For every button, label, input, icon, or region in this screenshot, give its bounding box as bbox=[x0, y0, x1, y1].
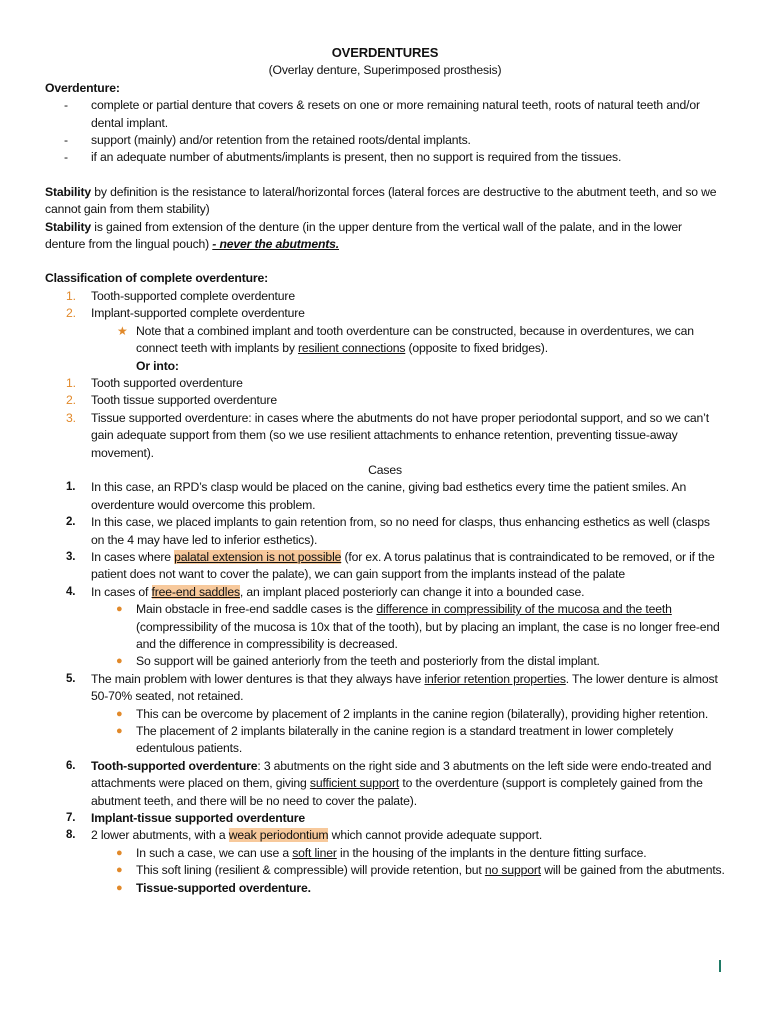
page-footer-mark bbox=[719, 960, 721, 972]
definition-item: - support (mainly) and/or retention from the retained roots/dental implants. bbox=[45, 132, 725, 149]
case-item: 3. In cases where palatal extension is not possible (for ex. A torus palatinus that is contraindicated to be removed, or if the patient does not want to cover the palate), we can gain support from the implants instead of the palate bbox=[66, 549, 715, 582]
case-bullet: ● This can be overcome by placement of 2 implants in the canine region (bilaterally), providing higher retention. bbox=[45, 706, 725, 723]
page-title: OVERDENTURES bbox=[331, 45, 439, 60]
bullet-dot-icon: ● bbox=[116, 603, 123, 616]
case-bullet: ● Main obstacle in free-end saddle cases is the difference in compressibility of the mucosa and the teeth (compressibility of the mucosa is 10x that of the tooth), but by placing an implant, the case is no longer free-end and the difference in compressibility is decreased. bbox=[116, 602, 720, 651]
highlighted-text: palatal extension is not possible bbox=[174, 549, 342, 564]
definition-item: - if an adequate number of abutments/implants is present, then no support is required from the tissues. bbox=[45, 149, 725, 166]
case-bullet: ● In such a case, we can use a soft liner in the housing of the implants in the denture fitting surface. bbox=[45, 845, 725, 862]
case-item: 6. Tooth-supported overdenture: 3 abutments on the right side and 3 abutments on the left side were endo-treated and attachments were placed on them, giving sufficient support to the overdenture (support is completely gained from the abutment teeth, and there will be no need to cover the palate). bbox=[66, 758, 712, 808]
case-bullet: ● So support will be gained anteriorly from the teeth and posteriorly from the distal implant. bbox=[45, 653, 725, 670]
dash-marker: - bbox=[64, 98, 68, 113]
bullet-dot-icon: ● bbox=[116, 881, 123, 894]
or-into-label: Or into: bbox=[136, 358, 179, 373]
classification-item: 3. Tissue supported overdenture: in cases where the abutments do not have proper periodontal support, and so we can’t gain adequate support from them (so we use resilient attachments to enhance retention, preventing tissue-away movement). bbox=[66, 410, 709, 460]
stability-paragraph-2: Stability is gained from extension of the denture (in the upper denture from the vertical wall of the palate, and in the lower denture from the lingual pouch) - never the abutments. bbox=[45, 219, 682, 252]
dash-marker: - bbox=[64, 133, 68, 148]
dash-marker: - bbox=[64, 150, 68, 165]
bullet-dot-icon: ● bbox=[116, 846, 123, 859]
classification-item: 2. Tooth tissue supported overdenture bbox=[66, 393, 277, 408]
classification-item: 1. Tooth supported overdenture bbox=[66, 375, 243, 390]
classification-item: 2. Implant-supported complete overdenture bbox=[66, 306, 305, 321]
document-content bbox=[45, 44, 725, 897]
bullet-dot-icon: ● bbox=[116, 725, 123, 738]
case-item: 2. In this case, we placed implants to gain retention from, so no need for clasps, thus enhancing esthetics as well (clasps on the 4 may have led to inferior esthetics). bbox=[66, 515, 710, 547]
bullet-dot-icon: ● bbox=[116, 655, 123, 668]
case-item: 7. Implant-tissue supported overdenture bbox=[66, 811, 306, 826]
bullet-dot-icon: ● bbox=[116, 707, 123, 720]
highlighted-text: weak periodontium bbox=[228, 828, 329, 843]
cases-heading: Cases bbox=[368, 462, 402, 477]
classification-note: ★ Note that a combined implant and tooth overdenture can be constructed, because in overdentures, we can connect teeth with implants by resilient connections (opposite to fixed bridges). bbox=[117, 323, 694, 356]
case-item: 5. The main problem with lower dentures is that they always have inferior retention properties. The lower denture is almost 50-70% seated, not retained. bbox=[66, 671, 718, 704]
case-bullet: ● This soft lining (resilient & compressible) will provide retention, but no support will be gained from the abutments. bbox=[45, 862, 725, 879]
stability-paragraph-1: Stability by definition is the resistance to lateral/horizontal forces (lateral forces are destructive to the abutment teeth, and so we cannot gain from them stability) bbox=[45, 184, 717, 217]
case-bullet: ● The placement of 2 implants bilaterally in the canine region is a standard treatment in lower completely edentulous patients. bbox=[116, 724, 674, 756]
classification-item: 1. Tooth-supported complete overdenture bbox=[66, 288, 295, 303]
classification-heading: Classification of complete overdenture: bbox=[45, 271, 269, 286]
highlighted-text: free-end saddles bbox=[151, 584, 240, 599]
definition-item: - complete or partial denture that covers & resets on one or more remaining natural teeth, roots of natural teeth and/or dental implant. bbox=[64, 98, 700, 130]
star-icon: ★ bbox=[117, 323, 128, 338]
case-item: 1. In this case, an RPD’s clasp would be placed on the canine, giving bad esthetics every time the patient smiles. An overdenture would overcome this problem. bbox=[66, 480, 687, 512]
case-item: 8. 2 lower abutments, with a weak periodontium which cannot provide adequate support. bbox=[66, 828, 543, 843]
case-item: 4. In cases of free-end saddles, an implant placed posteriorly can change it into a bounded case. bbox=[66, 584, 585, 599]
bullet-dot-icon: ● bbox=[116, 864, 123, 877]
definition-heading: Overdenture: bbox=[45, 80, 120, 95]
case-bullet: ● Tissue-supported overdenture. bbox=[45, 880, 725, 897]
page-subtitle: (Overlay denture, Superimposed prosthesis) bbox=[268, 63, 502, 78]
